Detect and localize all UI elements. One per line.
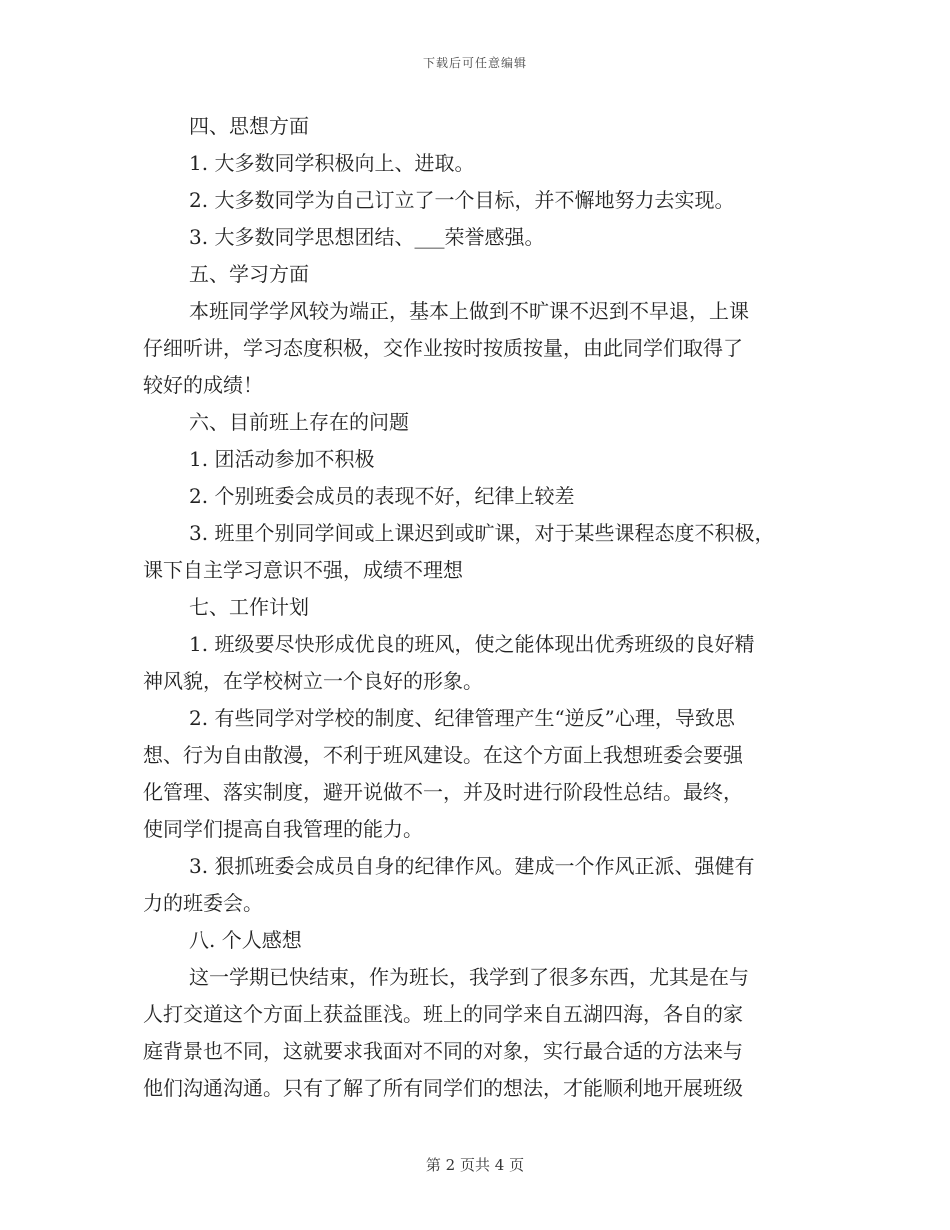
list-item: 2. 有些同学对学校的制度、纪律管理产生“逆反”心理，导致思 (189, 706, 735, 730)
paragraph-line: 课下自主学习意识不强，成绩不理想 (143, 558, 463, 582)
paragraph-line: 庭背景也不同，这就要求我面对不同的对象，实行最合适的方法来与 (143, 1039, 743, 1063)
document-body (143, 108, 811, 1107)
list-item: 3. 大多数同学思想团结、___荣誉感强。 (189, 225, 545, 249)
list-item: 1. 大多数同学积极向上、进取。 (189, 151, 475, 175)
paragraph-line: 力的班委会。 (143, 891, 263, 915)
list-item: 2. 大多数同学为自己订立了一个目标，并不懈地努力去实现。 (189, 188, 735, 212)
paragraph-line: 较好的成绩！ (143, 373, 263, 397)
section-heading-thought: 四、思想方面 (189, 114, 309, 138)
section-heading-study: 五、学习方面 (189, 262, 309, 286)
list-item: 3. 狠抓班委会成员自身的纪律作风。建成一个作风正派、强健有 (189, 854, 755, 878)
paragraph-line: 神风貌，在学校树立一个良好的形象。 (143, 669, 483, 693)
paragraph-line: 人打交道这个方面上获益匪浅。班上的同学来自五湖四海，各自的家 (143, 1002, 743, 1026)
paragraph-line: 本班同学学风较为端正，基本上做到不旷课不迟到不早退，上课 (189, 299, 749, 323)
paragraph-line: 他们沟通沟通。只有了解了所有同学们的想法，才能顺利地开展班级 (143, 1076, 743, 1100)
list-item: 1. 班级要尽快形成优良的班风，使之能体现出优秀班级的良好精 (189, 632, 755, 656)
paragraph-line: 化管理、落实制度，避开说做不一，并及时进行阶段性总结。最终， (143, 780, 743, 804)
section-heading-reflection: 八. 个人感想 (189, 928, 302, 952)
list-item: 1. 团活动参加不积极 (189, 447, 375, 471)
list-item: 2. 个别班委会成员的表现不好，纪律上较差 (189, 484, 575, 508)
section-heading-problems: 六、目前班上存在的问题 (189, 410, 409, 434)
page-number: 第 2 页共 4 页 (425, 1156, 525, 1174)
paragraph-line: 想、行为自由散漫，不利于班风建设。在这个方面上我想班委会要强 (143, 743, 743, 767)
paragraph-line: 使同学们提高自我管理的能力。 (143, 817, 423, 841)
section-heading-work-plan: 七、工作计划 (189, 595, 309, 619)
list-item: 3. 班里个别同学间或上课迟到或旷课，对于某些课程态度不积极， (189, 521, 775, 545)
page-header: 下载后可任意编辑 (422, 56, 527, 70)
paragraph-line: 这一学期已快结束，作为班长，我学到了很多东西，尤其是在与 (189, 965, 749, 989)
paragraph-line: 仔细听讲，学习态度积极，交作业按时按质按量，由此同学们取得了 (143, 336, 743, 360)
